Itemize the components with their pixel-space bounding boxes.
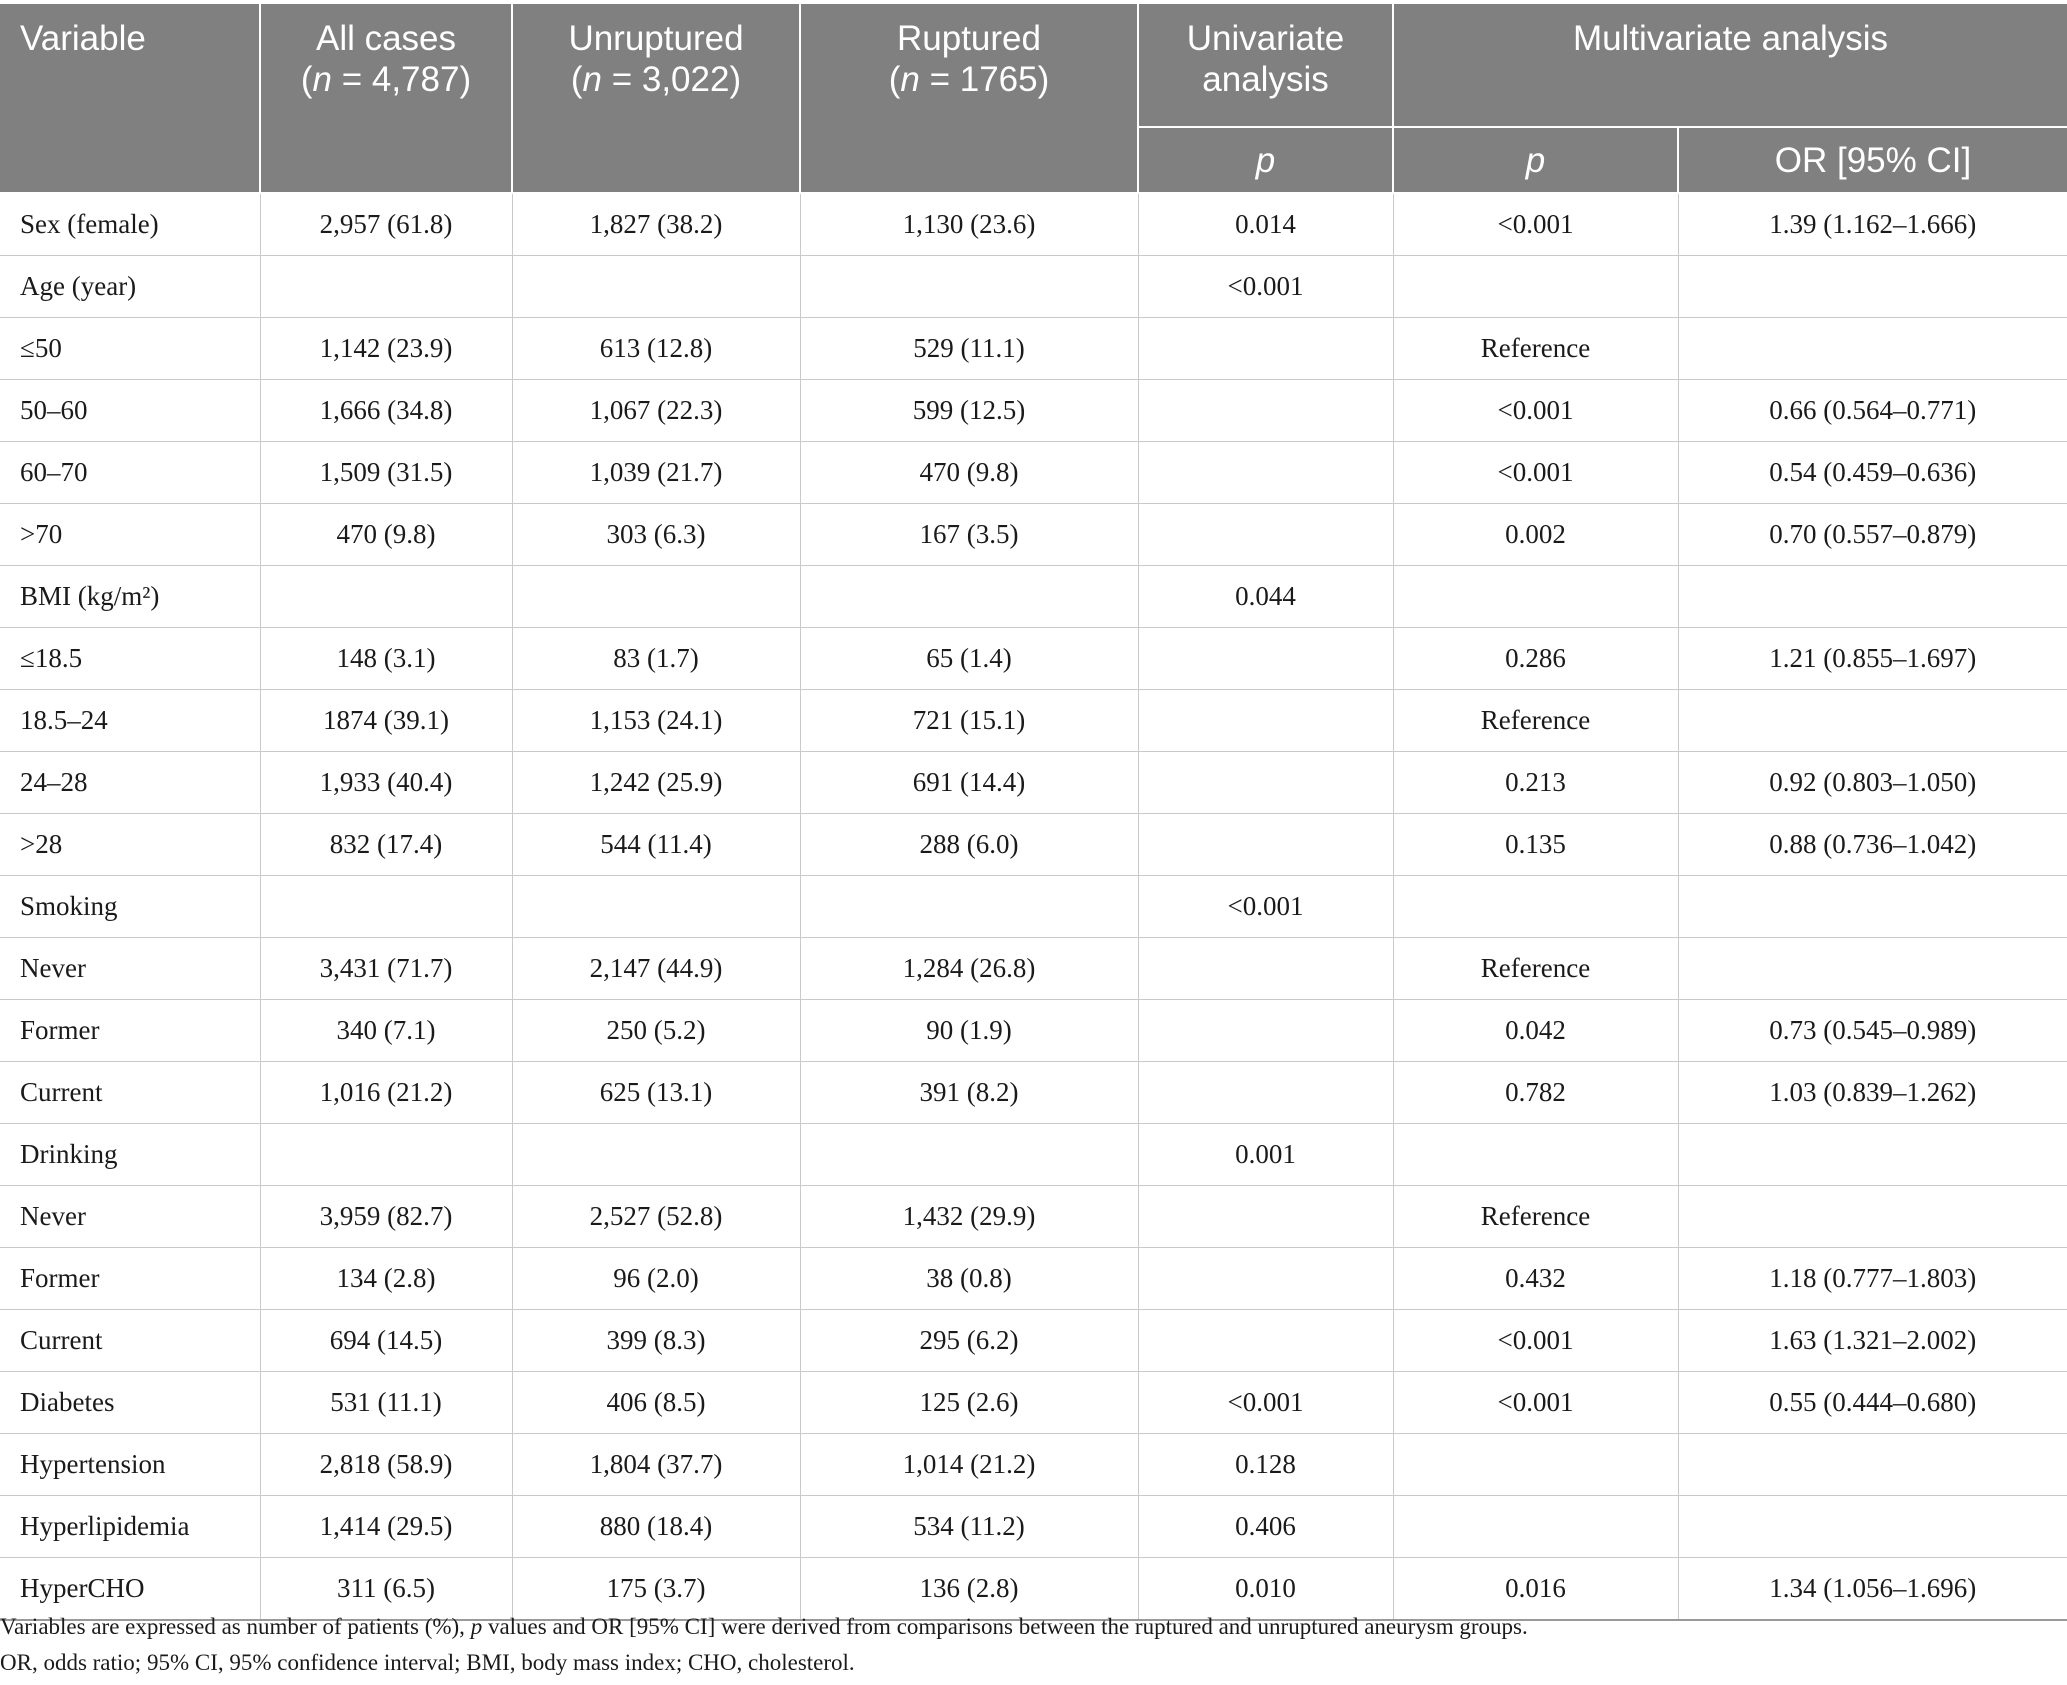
cell-ruptured: 1,014 (21.2) bbox=[800, 1434, 1138, 1496]
cell-variable: Diabetes bbox=[0, 1372, 260, 1434]
cell-all-cases: 470 (9.8) bbox=[260, 504, 512, 566]
cell-or-ci: 1.03 (0.839–1.262) bbox=[1678, 1062, 2067, 1124]
cell-variable: >70 bbox=[0, 504, 260, 566]
cell-p-univariate: 0.128 bbox=[1138, 1434, 1393, 1496]
cell-ruptured: 167 (3.5) bbox=[800, 504, 1138, 566]
table-row bbox=[0, 1062, 2067, 1124]
footnote-1-post: values and OR [95% CI] were derived from comparisons between the ruptured and unruptured aneurysm groups. bbox=[482, 1614, 1528, 1639]
cell-all-cases: 2,818 (58.9) bbox=[260, 1434, 512, 1496]
cell-p-univariate bbox=[1138, 442, 1393, 504]
cell-ruptured: 470 (9.8) bbox=[800, 442, 1138, 504]
cell-ruptured: 534 (11.2) bbox=[800, 1496, 1138, 1558]
n-label: n bbox=[900, 60, 920, 99]
cell-unruptured: 1,039 (21.7) bbox=[512, 442, 800, 504]
cell-ruptured: 691 (14.4) bbox=[800, 752, 1138, 814]
cell-or-ci: 0.70 (0.557–0.879) bbox=[1678, 504, 2067, 566]
cell-unruptured bbox=[512, 256, 800, 318]
cell-p-univariate: <0.001 bbox=[1138, 256, 1393, 318]
cell-unruptured: 175 (3.7) bbox=[512, 1558, 800, 1621]
cell-variable: Age (year) bbox=[0, 256, 260, 318]
cell-variable: BMI (kg/m²) bbox=[0, 566, 260, 628]
cell-or-ci bbox=[1678, 1434, 2067, 1496]
cell-all-cases bbox=[260, 1124, 512, 1186]
cell-or-ci: 1.21 (0.855–1.697) bbox=[1678, 628, 2067, 690]
cell-variable: Sex (female) bbox=[0, 193, 260, 256]
n-label: n bbox=[582, 60, 602, 99]
cell-ruptured: 295 (6.2) bbox=[800, 1310, 1138, 1372]
cell-or-ci bbox=[1678, 1496, 2067, 1558]
cell-variable: Never bbox=[0, 938, 260, 1000]
cell-variable: ≤50 bbox=[0, 318, 260, 380]
cell-all-cases bbox=[260, 256, 512, 318]
cell-or-ci: 0.66 (0.564–0.771) bbox=[1678, 380, 2067, 442]
cell-p-multivariate: Reference bbox=[1393, 318, 1678, 380]
cell-or-ci: 1.63 (1.321–2.002) bbox=[1678, 1310, 2067, 1372]
cell-variable: Drinking bbox=[0, 1124, 260, 1186]
cell-variable: 24–28 bbox=[0, 752, 260, 814]
cell-p-univariate bbox=[1138, 1310, 1393, 1372]
cell-p-multivariate bbox=[1393, 1124, 1678, 1186]
cell-variable: 60–70 bbox=[0, 442, 260, 504]
cell-all-cases: 1,666 (34.8) bbox=[260, 380, 512, 442]
n-value: = 1765) bbox=[919, 60, 1050, 99]
cell-or-ci: 0.55 (0.444–0.680) bbox=[1678, 1372, 2067, 1434]
cell-p-multivariate: 0.286 bbox=[1393, 628, 1678, 690]
cell-unruptured: 2,147 (44.9) bbox=[512, 938, 800, 1000]
cell-variable: Hypertension bbox=[0, 1434, 260, 1496]
cell-or-ci: 1.39 (1.162–1.666) bbox=[1678, 193, 2067, 256]
n-label: n bbox=[312, 60, 332, 99]
cell-all-cases: 1,142 (23.9) bbox=[260, 318, 512, 380]
cell-unruptured: 880 (18.4) bbox=[512, 1496, 800, 1558]
cell-p-univariate bbox=[1138, 752, 1393, 814]
cell-p-multivariate: <0.001 bbox=[1393, 1310, 1678, 1372]
cell-all-cases: 1,414 (29.5) bbox=[260, 1496, 512, 1558]
table-body bbox=[0, 193, 2067, 1620]
table-row bbox=[0, 256, 2067, 318]
cell-p-univariate bbox=[1138, 380, 1393, 442]
header-all-cases-label: All cases bbox=[315, 19, 457, 58]
cell-ruptured bbox=[800, 1124, 1138, 1186]
footnote-1-p: p bbox=[470, 1614, 483, 1639]
cell-unruptured bbox=[512, 566, 800, 628]
table-row bbox=[0, 814, 2067, 876]
cell-or-ci bbox=[1678, 566, 2067, 628]
cell-p-univariate bbox=[1138, 628, 1393, 690]
footnote-2: OR, odds ratio; 95% CI, 95% confidence interval; BMI, body mass index; CHO, cholesterol. bbox=[0, 1650, 855, 1675]
cell-unruptured: 613 (12.8) bbox=[512, 318, 800, 380]
cell-ruptured: 721 (15.1) bbox=[800, 690, 1138, 752]
cell-or-ci: 0.54 (0.459–0.636) bbox=[1678, 442, 2067, 504]
cell-p-univariate bbox=[1138, 1186, 1393, 1248]
cell-p-univariate bbox=[1138, 504, 1393, 566]
cell-p-multivariate bbox=[1393, 566, 1678, 628]
cell-p-univariate: 0.044 bbox=[1138, 566, 1393, 628]
table-row bbox=[0, 1434, 2067, 1496]
cell-ruptured: 529 (11.1) bbox=[800, 318, 1138, 380]
header-p-multivariate: p bbox=[1393, 127, 1678, 193]
cell-p-univariate bbox=[1138, 1062, 1393, 1124]
cell-p-univariate: 0.010 bbox=[1138, 1558, 1393, 1621]
table-row bbox=[0, 1372, 2067, 1434]
cell-p-univariate bbox=[1138, 318, 1393, 380]
cell-unruptured: 625 (13.1) bbox=[512, 1062, 800, 1124]
table-row bbox=[0, 690, 2067, 752]
cell-unruptured: 1,827 (38.2) bbox=[512, 193, 800, 256]
cell-p-multivariate bbox=[1393, 1434, 1678, 1496]
cell-or-ci bbox=[1678, 318, 2067, 380]
cell-p-multivariate bbox=[1393, 1496, 1678, 1558]
cell-or-ci bbox=[1678, 938, 2067, 1000]
cell-variable: >28 bbox=[0, 814, 260, 876]
cell-ruptured: 38 (0.8) bbox=[800, 1248, 1138, 1310]
cell-p-univariate: 0.406 bbox=[1138, 1496, 1393, 1558]
cell-p-multivariate: <0.001 bbox=[1393, 193, 1678, 256]
cell-ruptured bbox=[800, 256, 1138, 318]
cell-unruptured: 399 (8.3) bbox=[512, 1310, 800, 1372]
table-row bbox=[0, 628, 2067, 690]
cell-ruptured bbox=[800, 566, 1138, 628]
cell-or-ci: 0.88 (0.736–1.042) bbox=[1678, 814, 2067, 876]
cell-all-cases: 1,933 (40.4) bbox=[260, 752, 512, 814]
cell-all-cases: 531 (11.1) bbox=[260, 1372, 512, 1434]
cell-unruptured: 2,527 (52.8) bbox=[512, 1186, 800, 1248]
cell-all-cases bbox=[260, 566, 512, 628]
cell-unruptured: 406 (8.5) bbox=[512, 1372, 800, 1434]
paren: ( bbox=[300, 60, 313, 99]
cell-ruptured: 1,284 (26.8) bbox=[800, 938, 1138, 1000]
cell-ruptured: 136 (2.8) bbox=[800, 1558, 1138, 1621]
cell-p-univariate: 0.014 bbox=[1138, 193, 1393, 256]
cell-variable: Never bbox=[0, 1186, 260, 1248]
cell-or-ci bbox=[1678, 1124, 2067, 1186]
header-ruptured-label: Ruptured bbox=[897, 19, 1041, 58]
cell-all-cases: 694 (14.5) bbox=[260, 1310, 512, 1372]
cell-p-multivariate bbox=[1393, 256, 1678, 318]
cell-unruptured bbox=[512, 1124, 800, 1186]
cell-p-multivariate: 0.782 bbox=[1393, 1062, 1678, 1124]
cell-all-cases bbox=[260, 876, 512, 938]
cell-p-univariate bbox=[1138, 938, 1393, 1000]
table-row bbox=[0, 380, 2067, 442]
header-or-ci: OR [95% CI] bbox=[1678, 127, 2067, 193]
cell-all-cases: 2,957 (61.8) bbox=[260, 193, 512, 256]
cell-p-multivariate: <0.001 bbox=[1393, 380, 1678, 442]
cell-variable: Current bbox=[0, 1062, 260, 1124]
cell-all-cases: 311 (6.5) bbox=[260, 1558, 512, 1621]
cell-unruptured: 1,804 (37.7) bbox=[512, 1434, 800, 1496]
cell-p-multivariate bbox=[1393, 876, 1678, 938]
footnote-1-pre: Variables are expressed as number of patients (%), bbox=[0, 1614, 471, 1639]
cell-all-cases: 3,431 (71.7) bbox=[260, 938, 512, 1000]
cell-unruptured bbox=[512, 876, 800, 938]
cell-or-ci: 1.18 (0.777–1.803) bbox=[1678, 1248, 2067, 1310]
cell-or-ci bbox=[1678, 876, 2067, 938]
header-unruptured-label: Unruptured bbox=[568, 19, 744, 58]
cell-variable: HyperCHO bbox=[0, 1558, 260, 1621]
cell-all-cases: 1874 (39.1) bbox=[260, 690, 512, 752]
cell-p-multivariate: <0.001 bbox=[1393, 1372, 1678, 1434]
table-row bbox=[0, 876, 2067, 938]
cell-unruptured: 96 (2.0) bbox=[512, 1248, 800, 1310]
header-multivariate: Multivariate analysis bbox=[1393, 4, 2067, 127]
cell-p-multivariate: 0.432 bbox=[1393, 1248, 1678, 1310]
cell-all-cases: 1,509 (31.5) bbox=[260, 442, 512, 504]
footnote-1 bbox=[0, 1612, 2067, 1642]
n-value: = 3,022) bbox=[601, 60, 742, 99]
cell-p-multivariate: Reference bbox=[1393, 1186, 1678, 1248]
cell-p-multivariate: 0.002 bbox=[1393, 504, 1678, 566]
paren: ( bbox=[888, 60, 901, 99]
cell-p-multivariate: 0.016 bbox=[1393, 1558, 1678, 1621]
cell-ruptured: 65 (1.4) bbox=[800, 628, 1138, 690]
cell-or-ci bbox=[1678, 256, 2067, 318]
cell-p-multivariate: 0.135 bbox=[1393, 814, 1678, 876]
cell-all-cases: 340 (7.1) bbox=[260, 1000, 512, 1062]
cell-p-univariate bbox=[1138, 1248, 1393, 1310]
header-ruptured bbox=[800, 4, 1138, 193]
cell-or-ci bbox=[1678, 690, 2067, 752]
cell-unruptured: 1,067 (22.3) bbox=[512, 380, 800, 442]
cell-ruptured: 1,130 (23.6) bbox=[800, 193, 1138, 256]
cell-unruptured: 83 (1.7) bbox=[512, 628, 800, 690]
header-univariate: Univariate analysis bbox=[1138, 4, 1393, 127]
table-row bbox=[0, 566, 2067, 628]
cell-all-cases: 148 (3.1) bbox=[260, 628, 512, 690]
table-row bbox=[0, 193, 2067, 256]
table-row bbox=[0, 1558, 2067, 1621]
table-header bbox=[0, 4, 2067, 193]
cell-or-ci bbox=[1678, 1186, 2067, 1248]
cell-p-univariate bbox=[1138, 814, 1393, 876]
data-table bbox=[0, 4, 2067, 1621]
table-row bbox=[0, 1496, 2067, 1558]
table-row bbox=[0, 442, 2067, 504]
cell-variable: Former bbox=[0, 1000, 260, 1062]
cell-p-multivariate: <0.001 bbox=[1393, 442, 1678, 504]
cell-variable: 18.5–24 bbox=[0, 690, 260, 752]
cell-p-univariate: 0.001 bbox=[1138, 1124, 1393, 1186]
cell-all-cases: 832 (17.4) bbox=[260, 814, 512, 876]
cell-variable: ≤18.5 bbox=[0, 628, 260, 690]
cell-p-univariate bbox=[1138, 1000, 1393, 1062]
cell-variable: Current bbox=[0, 1310, 260, 1372]
cell-ruptured: 288 (6.0) bbox=[800, 814, 1138, 876]
cell-variable: Smoking bbox=[0, 876, 260, 938]
cell-variable: Former bbox=[0, 1248, 260, 1310]
table-row bbox=[0, 752, 2067, 814]
cell-or-ci: 0.73 (0.545–0.989) bbox=[1678, 1000, 2067, 1062]
cell-p-multivariate: Reference bbox=[1393, 690, 1678, 752]
cell-variable: Hyperlipidemia bbox=[0, 1496, 260, 1558]
table-row bbox=[0, 1000, 2067, 1062]
cell-p-multivariate: 0.213 bbox=[1393, 752, 1678, 814]
cell-variable: 50–60 bbox=[0, 380, 260, 442]
n-value: = 4,787) bbox=[331, 60, 472, 99]
cell-ruptured: 90 (1.9) bbox=[800, 1000, 1138, 1062]
cell-ruptured: 1,432 (29.9) bbox=[800, 1186, 1138, 1248]
cell-all-cases: 134 (2.8) bbox=[260, 1248, 512, 1310]
cell-unruptured: 1,242 (25.9) bbox=[512, 752, 800, 814]
cell-ruptured: 391 (8.2) bbox=[800, 1062, 1138, 1124]
table-row bbox=[0, 938, 2067, 1000]
cell-or-ci: 1.34 (1.056–1.696) bbox=[1678, 1558, 2067, 1621]
cell-unruptured: 1,153 (24.1) bbox=[512, 690, 800, 752]
cell-p-univariate: <0.001 bbox=[1138, 876, 1393, 938]
cell-ruptured: 125 (2.6) bbox=[800, 1372, 1138, 1434]
paren: ( bbox=[570, 60, 583, 99]
cell-unruptured: 250 (5.2) bbox=[512, 1000, 800, 1062]
cell-unruptured: 544 (11.4) bbox=[512, 814, 800, 876]
cell-p-univariate bbox=[1138, 690, 1393, 752]
table-row bbox=[0, 504, 2067, 566]
cell-p-multivariate: Reference bbox=[1393, 938, 1678, 1000]
table-row bbox=[0, 1124, 2067, 1186]
cell-or-ci: 0.92 (0.803–1.050) bbox=[1678, 752, 2067, 814]
header-variable: Variable bbox=[0, 4, 260, 193]
table-row bbox=[0, 1248, 2067, 1310]
header-all-cases bbox=[260, 4, 512, 193]
cell-ruptured: 599 (12.5) bbox=[800, 380, 1138, 442]
cell-p-multivariate: 0.042 bbox=[1393, 1000, 1678, 1062]
cell-all-cases: 1,016 (21.2) bbox=[260, 1062, 512, 1124]
cell-all-cases: 3,959 (82.7) bbox=[260, 1186, 512, 1248]
table-row bbox=[0, 1186, 2067, 1248]
cell-unruptured: 303 (6.3) bbox=[512, 504, 800, 566]
cell-ruptured bbox=[800, 876, 1138, 938]
cell-p-univariate: <0.001 bbox=[1138, 1372, 1393, 1434]
table-row bbox=[0, 318, 2067, 380]
table-row bbox=[0, 1310, 2067, 1372]
header-unruptured bbox=[512, 4, 800, 193]
header-p-univariate: p bbox=[1138, 127, 1393, 193]
